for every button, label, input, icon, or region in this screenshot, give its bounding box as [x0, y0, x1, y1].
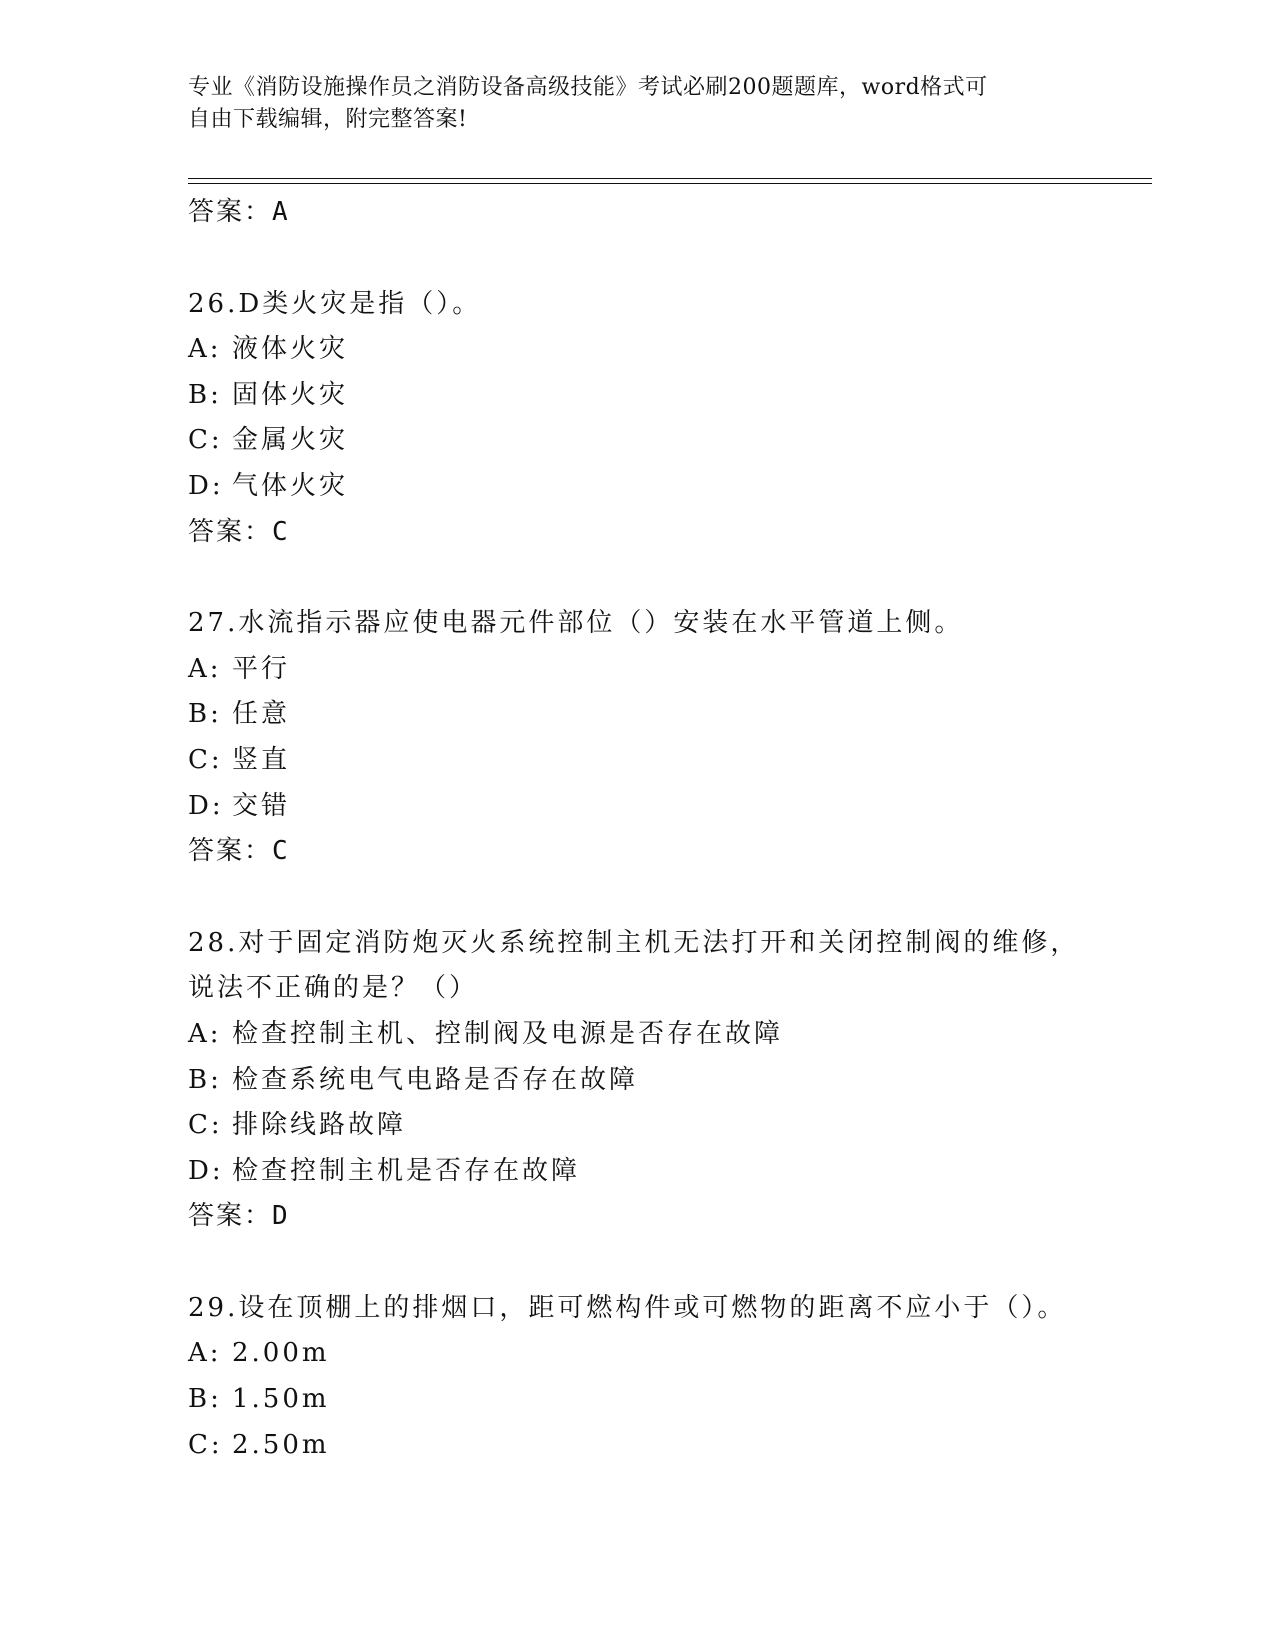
option-letter: B: [188, 379, 222, 410]
spacer [188, 236, 1088, 282]
answer-line: 答案：D [188, 1201, 290, 1232]
option-text: 检查系统电气电路是否存在故障 [232, 1064, 639, 1095]
question-stem: 29.设在顶棚上的排烟口，距可燃构件或可燃物的距离不应小于（）。 [188, 1292, 1067, 1323]
question-item [188, 1286, 1088, 1468]
option-a [188, 1331, 1088, 1377]
option-c [188, 418, 1088, 464]
option-c [188, 738, 1088, 784]
option-b [188, 1058, 1088, 1104]
option-letter: C: [188, 744, 223, 775]
option-letter: D: [188, 1155, 224, 1186]
option-letter: D: [188, 470, 224, 501]
option-a [188, 327, 1088, 373]
option-b [188, 692, 1088, 738]
option-text: 1.50m [232, 1384, 330, 1415]
question-item [188, 921, 1088, 1240]
option-b [188, 373, 1088, 419]
option-text: 气体火灾 [232, 470, 349, 501]
option-text: 检查控制主机、控制阀及电源是否存在故障 [232, 1018, 784, 1049]
option-letter: C: [188, 1429, 223, 1460]
option-text: 2.00m [232, 1338, 330, 1369]
spacer [188, 555, 1088, 601]
header-divider-bottom [188, 183, 1152, 184]
option-text: 任意 [232, 699, 291, 730]
question-stem: 27.水流指示器应使电器元件部位（）安装在水平管道上侧。 [188, 608, 964, 639]
header-line-2: 自由下载编辑，附完整答案! [188, 107, 468, 132]
option-text: 金属火灾 [232, 425, 349, 456]
option-text: 2.50m [232, 1429, 330, 1460]
document-header [188, 72, 1068, 136]
option-a [188, 647, 1088, 693]
option-c [188, 1423, 1088, 1469]
option-a [188, 1012, 1088, 1058]
answer-line: 答案：C [188, 516, 290, 547]
header-line-1: 专业《消防设施操作员之消防设备高级技能》考试必刷200题题库，word格式可 [188, 75, 988, 100]
option-text: 液体火灾 [232, 334, 349, 365]
question-stem-line-2: 说法不正确的是？（） [188, 973, 479, 1004]
spacer [188, 1240, 1088, 1286]
option-letter: C: [188, 1110, 223, 1141]
option-text: 交错 [232, 790, 291, 821]
option-d [188, 784, 1088, 830]
option-text: 排除线路故障 [232, 1110, 407, 1141]
answer-line: 答案：C [188, 836, 290, 867]
question-item [188, 282, 1088, 556]
option-text: 平行 [232, 653, 291, 684]
option-text: 固体火灾 [232, 379, 349, 410]
spacer [188, 875, 1088, 921]
option-letter: A: [188, 1338, 222, 1369]
option-d [188, 464, 1088, 510]
option-letter: B: [188, 699, 222, 730]
option-letter: D: [188, 790, 224, 821]
option-letter: A: [188, 1018, 222, 1049]
question-list [188, 190, 1088, 1468]
option-c [188, 1103, 1088, 1149]
option-letter: C: [188, 425, 223, 456]
question-item [188, 601, 1088, 875]
option-letter: A: [188, 653, 222, 684]
option-letter: B: [188, 1384, 222, 1415]
question-stem: 26.D类火灾是指（）。 [188, 288, 482, 319]
header-divider-top [188, 178, 1152, 179]
option-text: 竖直 [232, 744, 291, 775]
question-stem-line-1: 28.对于固定消防炮灭火系统控制主机无法打开和关闭控制阀的维修， [188, 927, 1080, 958]
option-b [188, 1377, 1088, 1423]
option-letter: B: [188, 1064, 222, 1095]
answer-line: 答案：A [188, 197, 290, 227]
option-text: 检查控制主机是否存在故障 [232, 1155, 581, 1186]
option-letter: A: [188, 334, 222, 365]
option-d [188, 1149, 1088, 1195]
